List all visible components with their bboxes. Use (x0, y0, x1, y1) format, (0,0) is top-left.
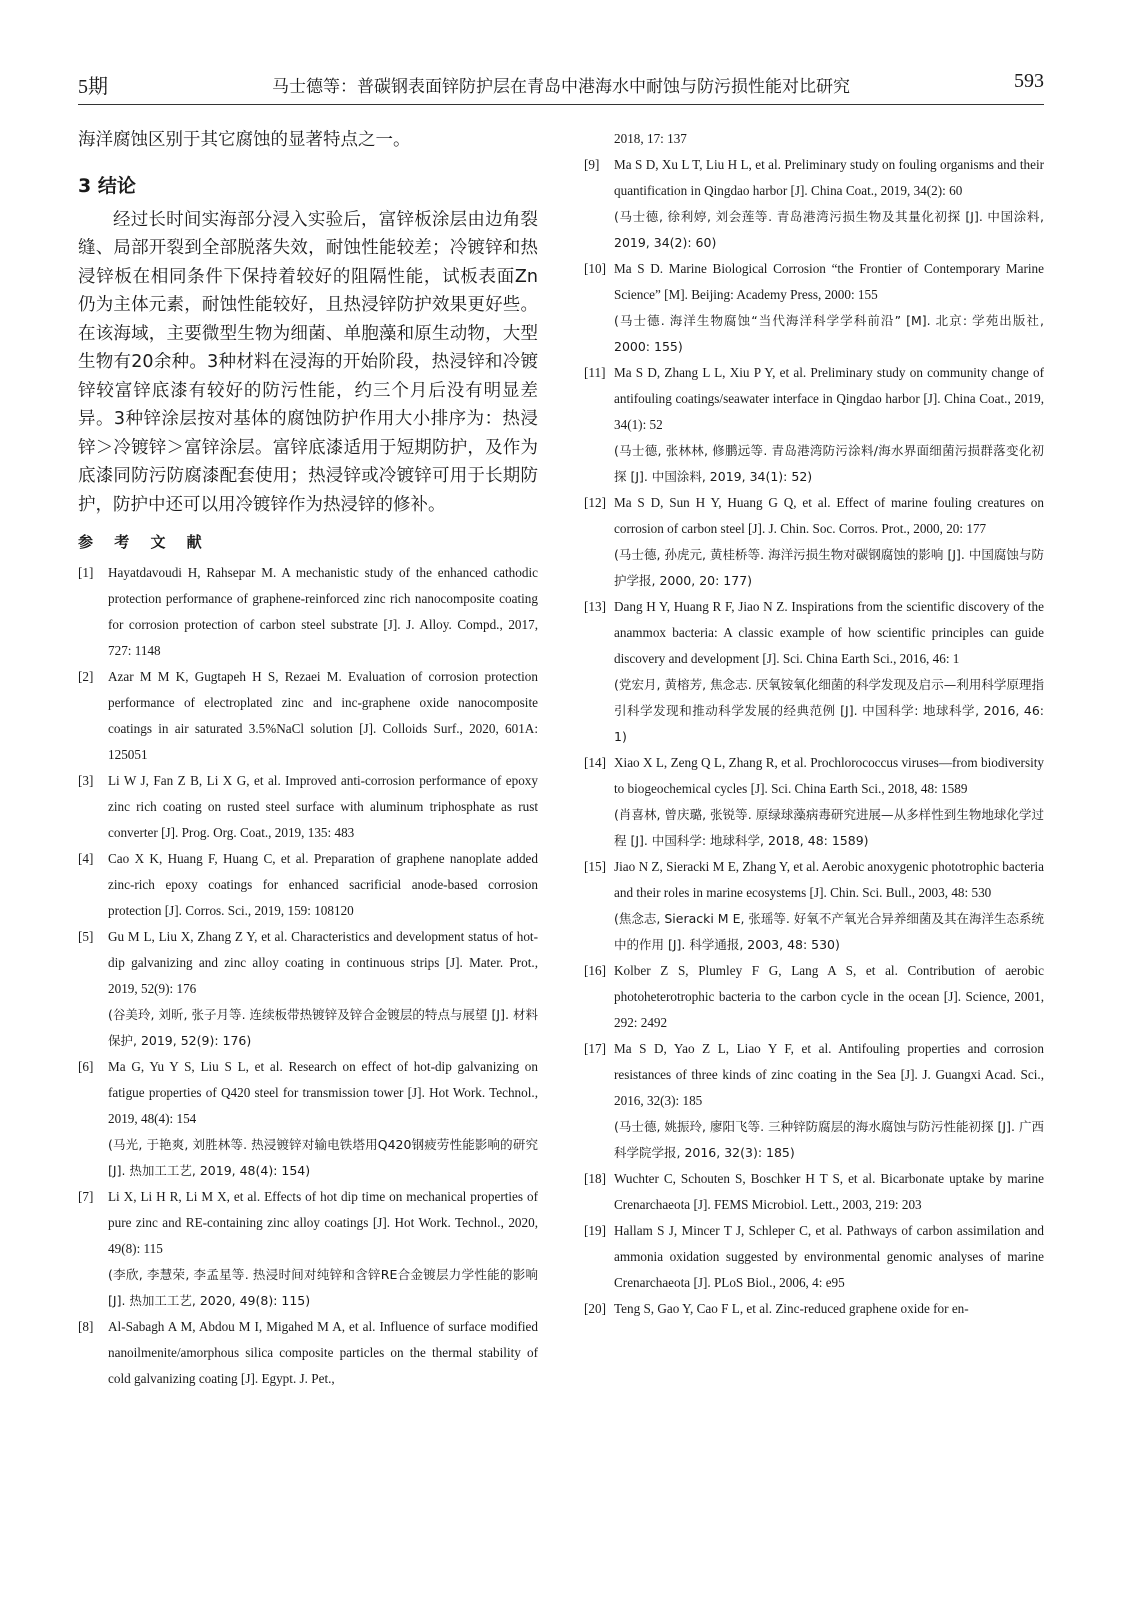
reference-number: [14] (584, 755, 606, 770)
reference-number: [10] (584, 261, 606, 276)
reference-item (584, 1218, 1044, 1296)
reference-item (78, 768, 538, 846)
page-number: 593 (1014, 70, 1044, 92)
reference-item (78, 1184, 538, 1314)
reference-text: Li W J, Fan Z B, Li X G, et al. Improved anti-corrosion performance of epoxy zinc rich coating on rusted steel surface with aluminum triphosphate as rust converter [J]. Prog. Org. Coat., 2019, 135: 483 (108, 773, 538, 840)
reference-text: Ma G, Yu Y S, Liu S L, et al. Research on effect of hot-dip galvanizing on fatigue properties of Q420 steel for transmission tower [J]. Hot Work. Technol., 2019, 48(4): 154 (108, 1059, 538, 1126)
reference-number: [1] (78, 565, 94, 580)
reference-number: [11] (584, 365, 606, 380)
reference-text: Teng S, Gao Y, Cao F L, et al. Zinc-reduced graphene oxide for en- (614, 1301, 969, 1316)
reference-number: [4] (78, 851, 94, 866)
reference-item (78, 1314, 538, 1392)
reference-number: [17] (584, 1041, 606, 1056)
reference-number: [9] (584, 157, 600, 172)
reference-number: [19] (584, 1223, 606, 1238)
running-title: 马士德等：普碳钢表面锌防护层在青岛中港海水中耐蚀与防污损性能对比研究 (272, 77, 850, 97)
reference-item (584, 152, 1044, 256)
reference-translation: (谷美玲, 刘昕, 张子月等. 连续板带热镀锌及锌合金镀层的特点与展望 [J]. 材料保护, 2019, 52(9): 176) (108, 1007, 538, 1048)
section-heading: 3 结论 (78, 174, 136, 197)
conclusion-paragraph: 经过长时间实海部分浸入实验后，富锌板涂层由边角裂缝、局部开裂到全部脱落失效，耐蚀性能较差；冷镀锌和热浸锌板在相同条件下保持着较好的阻隔性能，试板表面Zn仍为主体元素，耐蚀性能较好，且热浸锌防护效果更好些。在该海域，主要微型生物为细菌、单胞藻和原生动物，大型生物有20余种。3种材料在浸海的开始阶段，热浸锌和冷镀锌较富锌底漆有较好的防污性能，约三个月后没有明显差异。3种锌涂层按对基体的腐蚀防护作用大小排序为：热浸锌＞冷镀锌＞富锌涂层。富锌底漆适用于短期防护，及作为底漆同防污防腐漆配套使用；热浸锌或冷镀锌可用于长期防护，防护中还可以用冷镀锌作为热浸锌的修补。 (78, 209, 538, 515)
reference-number: [12] (584, 495, 606, 510)
reference-number: [13] (584, 599, 606, 614)
reference-number: [6] (78, 1059, 94, 1074)
reference-list-left (78, 560, 538, 1392)
reference-continuation: 2018, 17: 137 (614, 131, 687, 146)
reference-number: [8] (78, 1319, 94, 1334)
reference-translation: (马光, 于艳爽, 刘胜林等. 热浸镀锌对输电铁塔用Q420钢疲劳性能影响的研究 [J]. 热加工工艺, 2019, 48(4): 154) (108, 1137, 538, 1178)
reference-text: Wuchter C, Schouten S, Boschker H T S, et al. Bicarbonate uptake by marine Crenarchaeota [J]. FEMS Microbiol. Lett., 2003, 219: 203 (614, 1171, 1044, 1212)
reference-item (78, 560, 538, 664)
reference-translation: (肖喜林, 曾庆璐, 张锐等. 原绿球藻病毒研究进展—从多样性到生物地球化学过程 [J]. 中国科学: 地球科学, 2018, 48: 1589) (614, 807, 1044, 848)
reference-item (78, 846, 538, 924)
reference-translation: (马士德, 孙虎元, 黄桂桥等. 海洋污损生物对碳钢腐蚀的影响 [J]. 中国腐蚀与防护学报, 2000, 20: 177) (614, 547, 1044, 588)
header-rule (78, 104, 1044, 105)
reference-item (584, 360, 1044, 490)
reference-translation: (党宏月, 黄榕芳, 焦念志. 厌氧铵氧化细菌的科学发现及启示—利用科学原理指引科学发现和推动科学发展的经典范例 [J]. 中国科学: 地球科学, 2016, 46: 1) (614, 677, 1044, 744)
reference-text: Hayatdavoudi H, Rahsepar M. A mechanistic study of the enhanced cathodic protection performance of graphene-reinforced zinc rich nanocomposite coating for corrosion protection of carbon steel substrate [J]. J. Alloy. Compd., 2017, 727: 1148 (108, 565, 538, 658)
reference-translation: (马士德, 张林林, 修鹏远等. 青岛港湾防污涂料/海水界面细菌污损群落变化初探 [J]. 中国涂料, 2019, 34(1): 52) (614, 443, 1044, 484)
reference-text: Azar M M K, Gugtapeh H S, Rezaei M. Evaluation of corrosion protection performance of electroplated zinc and inc-graphene oxide nanocomposite coatings in air saturated 3.5%NaCl solution [J]. Colloids Surf., 2020, 601A: 125051 (108, 669, 538, 762)
reference-translation: (焦念志, Sieracki M E, 张瑶等. 好氧不产氧光合异养细菌及其在海洋生态系统中的作用 [J]. 科学通报, 2003, 48: 530) (614, 911, 1044, 952)
reference-text: Jiao N Z, Sieracki M E, Zhang Y, et al. Aerobic anoxygenic phototrophic bacteria and their roles in marine ecosystems [J]. Chin. Sci. Bull., 2003, 48: 530 (614, 859, 1044, 900)
reference-item (584, 958, 1044, 1036)
reference-item (584, 854, 1044, 958)
reference-text: Ma S D, Sun H Y, Huang G Q, et al. Effect of marine fouling creatures on corrosion of carbon steel [J]. J. Chin. Soc. Corros. Prot., 2000, 20: 177 (614, 495, 1044, 536)
right-column (584, 126, 1044, 1322)
lead-paragraph: 海洋腐蚀区别于其它腐蚀的显著特点之一。 (78, 130, 411, 150)
reference-item (584, 1296, 1044, 1322)
reference-text: Ma S D, Xu L T, Liu H L, et al. Preliminary study on fouling organisms and their quantification in Qingdao harbor [J]. China Coat., 2019, 34(2): 60 (614, 157, 1044, 198)
reference-item (584, 1036, 1044, 1166)
page-header (78, 68, 1044, 102)
reference-translation: (马士德, 徐利婷, 刘会莲等. 青岛港湾污损生物及其量化初探 [J]. 中国涂料, 2019, 34(2): 60) (614, 209, 1044, 250)
reference-text: Hallam S J, Mincer T J, Schleper C, et al. Pathways of carbon assimilation and ammonia oxidation suggested by environmental genomic analyses of marine Crenarchaeota [J]. PLoS Biol., 2006, 4: e95 (614, 1223, 1044, 1290)
reference-text: Al-Sabagh A M, Abdou M I, Migahed M A, et al. Influence of surface modified nanoilmenite/amorphous silica composite particles on the thermal stability of cold galvanizing coating [J]. Egypt. J. Pet., (108, 1319, 538, 1386)
reference-list-right (584, 152, 1044, 1322)
reference-number: [15] (584, 859, 606, 874)
reference-item (584, 750, 1044, 854)
reference-text: Xiao X L, Zeng Q L, Zhang R, et al. Prochlorococcus viruses—from biodiversity to biogeochemical cycles [J]. Sci. China Earth Sci., 2018, 48: 1589 (614, 755, 1044, 796)
reference-item (78, 1054, 538, 1184)
reference-text: Gu M L, Liu X, Zhang Z Y, et al. Characteristics and development status of hot-dip galvanizing and zinc alloy coating in continuous strips [J]. Mater. Prot., 2019, 52(9): 176 (108, 929, 538, 996)
reference-item (584, 490, 1044, 594)
reference-number: [7] (78, 1189, 94, 1204)
references-heading: 参 考 文 献 (78, 533, 210, 551)
reference-item (584, 1166, 1044, 1218)
reference-number: [5] (78, 929, 94, 944)
reference-number: [20] (584, 1301, 606, 1316)
reference-translation: (马士德, 姚振玲, 廖阳飞等. 三种锌防腐层的海水腐蚀与防污性能初探 [J]. 广西科学院学报, 2016, 32(3): 185) (614, 1119, 1044, 1160)
reference-translation: (李欣, 李慧荣, 李孟星等. 热浸时间对纯锌和含锌RE合金镀层力学性能的影响 [J]. 热加工工艺, 2020, 49(8): 115) (108, 1267, 538, 1308)
left-column (78, 126, 538, 1392)
reference-number: [2] (78, 669, 94, 684)
reference-text: Li X, Li H R, Li M X, et al. Effects of hot dip time on mechanical properties of pure zinc and RE-containing zinc alloy coatings [J]. Hot Work. Technol., 2020, 49(8): 115 (108, 1189, 538, 1256)
reference-translation: (马士德. 海洋生物腐蚀“当代海洋科学学科前沿” [M]. 北京: 学苑出版社, 2000: 155) (614, 313, 1044, 354)
reference-item (78, 924, 538, 1054)
reference-number: [16] (584, 963, 606, 978)
reference-number: [18] (584, 1171, 606, 1186)
reference-text: Ma S D. Marine Biological Corrosion “the Frontier of Contemporary Marine Science” [M]. Beijing: Academy Press, 2000: 155 (614, 261, 1044, 302)
reference-text: Dang H Y, Huang R F, Jiao N Z. Inspirations from the scientific discovery of the anammox bacteria: A classic example of how scientific principles can guide discovery and development [J]. Sci. China Earth Sci., 2016, 46: 1 (614, 599, 1044, 666)
issue-number: 5期 (78, 76, 108, 98)
reference-item (78, 664, 538, 768)
reference-text: Cao X K, Huang F, Huang C, et al. Preparation of graphene nanoplate added zinc-rich epoxy coatings for enhanced sacrificial anode-based corrosion protection [J]. Corros. Sci., 2019, 159: 108120 (108, 851, 538, 918)
reference-text: Ma S D, Yao Z L, Liao Y F, et al. Antifouling properties and corrosion resistances of three kinds of zinc coating in the Sea [J]. J. Guangxi Acad. Sci., 2016, 32(3): 185 (614, 1041, 1044, 1108)
reference-number: [3] (78, 773, 94, 788)
reference-text: Ma S D, Zhang L L, Xiu P Y, et al. Preliminary study on community change of antifouling coatings/seawater interface in Qingdao harbor [J]. China Coat., 2019, 34(1): 52 (614, 365, 1044, 432)
reference-text: Kolber Z S, Plumley F G, Lang A S, et al. Contribution of aerobic photoheterotrophic bacteria to the carbon cycle in the ocean [J]. Science, 2001, 292: 2492 (614, 963, 1044, 1030)
reference-item (584, 256, 1044, 360)
reference-item (584, 594, 1044, 750)
